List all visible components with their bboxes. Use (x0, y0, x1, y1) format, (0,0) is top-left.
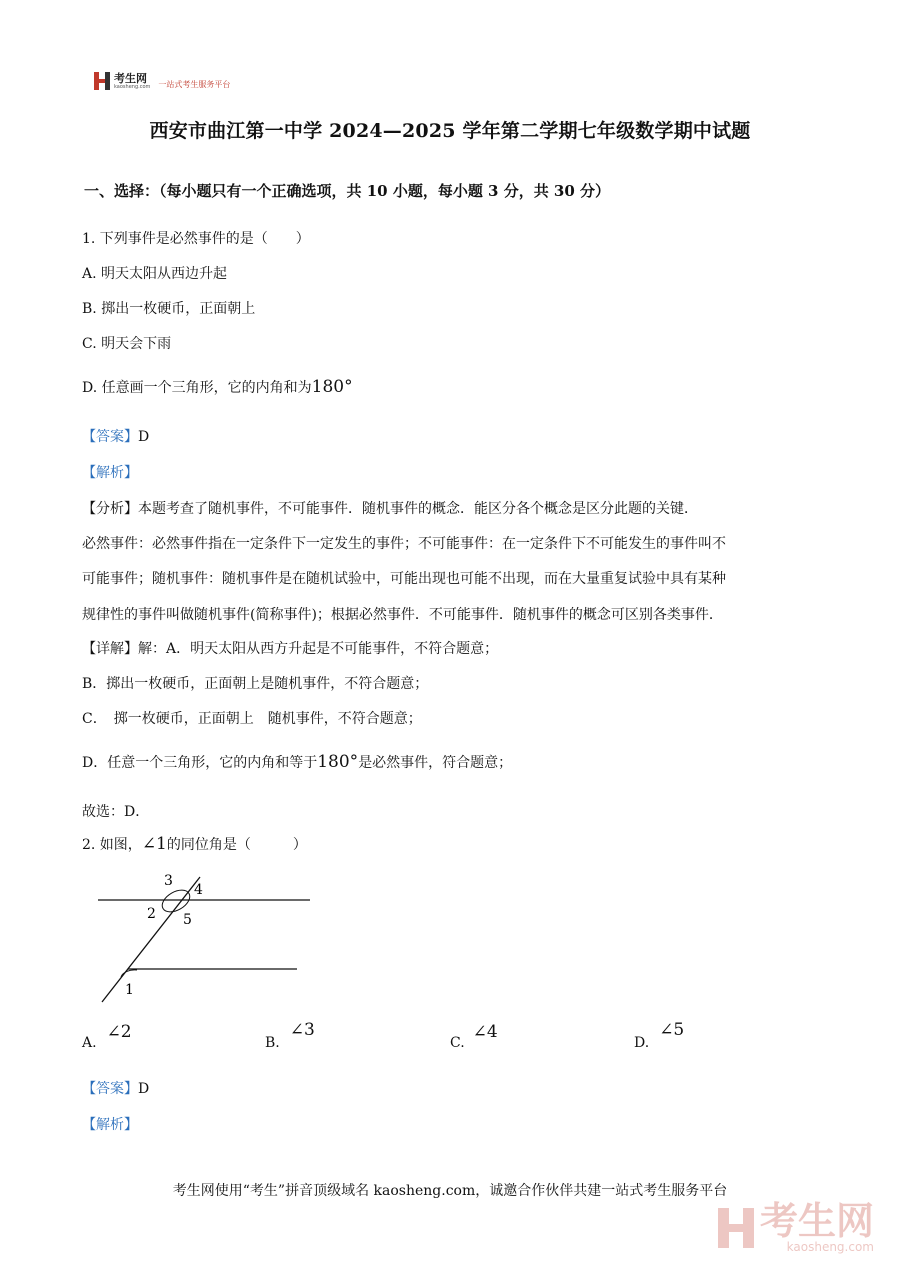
watermark-domain: kaosheng.com (786, 1240, 874, 1254)
watermark-text: 考生网 (759, 1199, 874, 1243)
site-logo (94, 72, 230, 90)
q1-detail (82, 638, 822, 658)
q1-detail-text: 解：A．明天太阳从西方升起是不可能事件，不符合题意； (138, 641, 499, 657)
q1-option-c: C. 明天会下雨 (82, 336, 172, 352)
q1-para-2: 可能事件；随机事件：随机事件是在随机试验中，可能出现也可能不出现，而在大量重复试验中具有某种 (82, 571, 726, 587)
figure-label-5: 5 (183, 912, 192, 928)
q2-option-a (82, 1022, 132, 1051)
page-footer: 考生网使用“考生”拼音顶级域名 kaosheng.com，诚邀合作伙伴共建一站式考生服务平台 (172, 1183, 728, 1199)
q1-detail-label: 【详解】 (82, 641, 138, 657)
q1-option-d-text: D. 任意画一个三角形，它的内角和为 (82, 380, 312, 396)
q1-option-d-math: 180° (311, 377, 353, 397)
figure-label-3: 3 (164, 873, 173, 889)
q2-answer (82, 1078, 149, 1098)
q2-stem-math: ∠1 (141, 834, 167, 854)
q2-option-b-letter: B. (265, 1035, 280, 1051)
q1-option-b: B. 掷出一枚硬币，正面朝上 (82, 301, 256, 317)
transversal-line (102, 877, 200, 1002)
section-heading: 一、选择：（每小题只有一个正确选项，共 10 小题，每小题 3 分，共 30 分） (84, 182, 611, 200)
q2-option-a-letter: A. (82, 1035, 97, 1051)
q1-detail-b: B．掷出一枚硬币，正面朝上是随机事件，不符合题意； (82, 676, 429, 692)
q2-stem-post: 的同位角是（ ） (166, 837, 307, 853)
q1-detail-d-math: 180° (317, 752, 359, 772)
logo-slogan: 一站式考生服务平台 (158, 79, 231, 89)
q2-option-c-value: ∠4 (472, 1022, 498, 1042)
q1-detail-d (82, 752, 822, 772)
q1-option-d (82, 377, 353, 397)
watermark (718, 1199, 874, 1254)
q1-answer (82, 426, 149, 446)
q2-option-d (634, 1020, 685, 1051)
q1-detail-c: C． 掷一枚硬币，正面朝上 随机事件，不符合题意； (82, 711, 422, 727)
q1-detail-d-pre: D．任意一个三角形，它的内角和等于 (82, 755, 318, 771)
q1-analysis-label: 【解析】 (82, 465, 138, 481)
figure-label-4: 4 (194, 882, 203, 898)
q1-answer-label: 【答案】 (82, 429, 138, 445)
q1-fenxi-label: 【分析】 (82, 501, 138, 517)
q2-option-d-value: ∠5 (659, 1020, 685, 1040)
q2-option-c (450, 1022, 498, 1051)
q2-option-b-value: ∠3 (289, 1020, 315, 1040)
q1-para-3: 规律性的事件叫做随机事件(简称事件)；根据必然事件．不可能事件．随机事件的概念可区别各类事件． (82, 607, 723, 623)
q1-detail-d-post: 是必然事件，符合题意； (358, 755, 513, 771)
q2-stem (82, 834, 307, 854)
logo-mark-icon (94, 72, 110, 90)
logo-text: 考生网 (114, 71, 147, 85)
logo-domain: kaosheng.com (114, 83, 151, 90)
q1-para-1: 必然事件：必然事件指在一定条件下一定发生的事件；不可能事件：在一定条件下不可能发生的事件叫不 (82, 536, 726, 552)
watermark-logo-icon (718, 1208, 754, 1248)
q2-answer-value: D (138, 1081, 150, 1097)
figure-label-1: 1 (125, 982, 134, 998)
q2-stem-pre: 2. 如图， (82, 837, 142, 853)
q1-fenxi (82, 498, 822, 518)
q2-figure (90, 865, 320, 1010)
angle-1-arc (121, 970, 137, 977)
q1-answer-value: D (138, 429, 150, 445)
q1-stem: 1. 下列事件是必然事件的是（ ） (82, 231, 310, 247)
q2-option-d-letter: D. (634, 1035, 650, 1051)
q2-option-b (265, 1020, 315, 1051)
q1-conclusion: 故选：D． (82, 804, 150, 820)
q2-option-a-value: ∠2 (106, 1022, 132, 1042)
q2-answer-label: 【答案】 (82, 1081, 138, 1097)
q1-fenxi-text: 本题考查了随机事件，不可能事件．随机事件的概念．能区分各个概念是区分此题的关键． (138, 501, 698, 517)
q2-analysis-label: 【解析】 (82, 1117, 138, 1133)
page-title: 西安市曲江第一中学 2024—2025 学年第二学期七年级数学期中试题 (149, 120, 751, 142)
q2-option-c-letter: C. (450, 1035, 465, 1051)
figure-label-2: 2 (147, 906, 156, 922)
q1-option-a: A. 明天太阳从西边升起 (82, 266, 228, 282)
